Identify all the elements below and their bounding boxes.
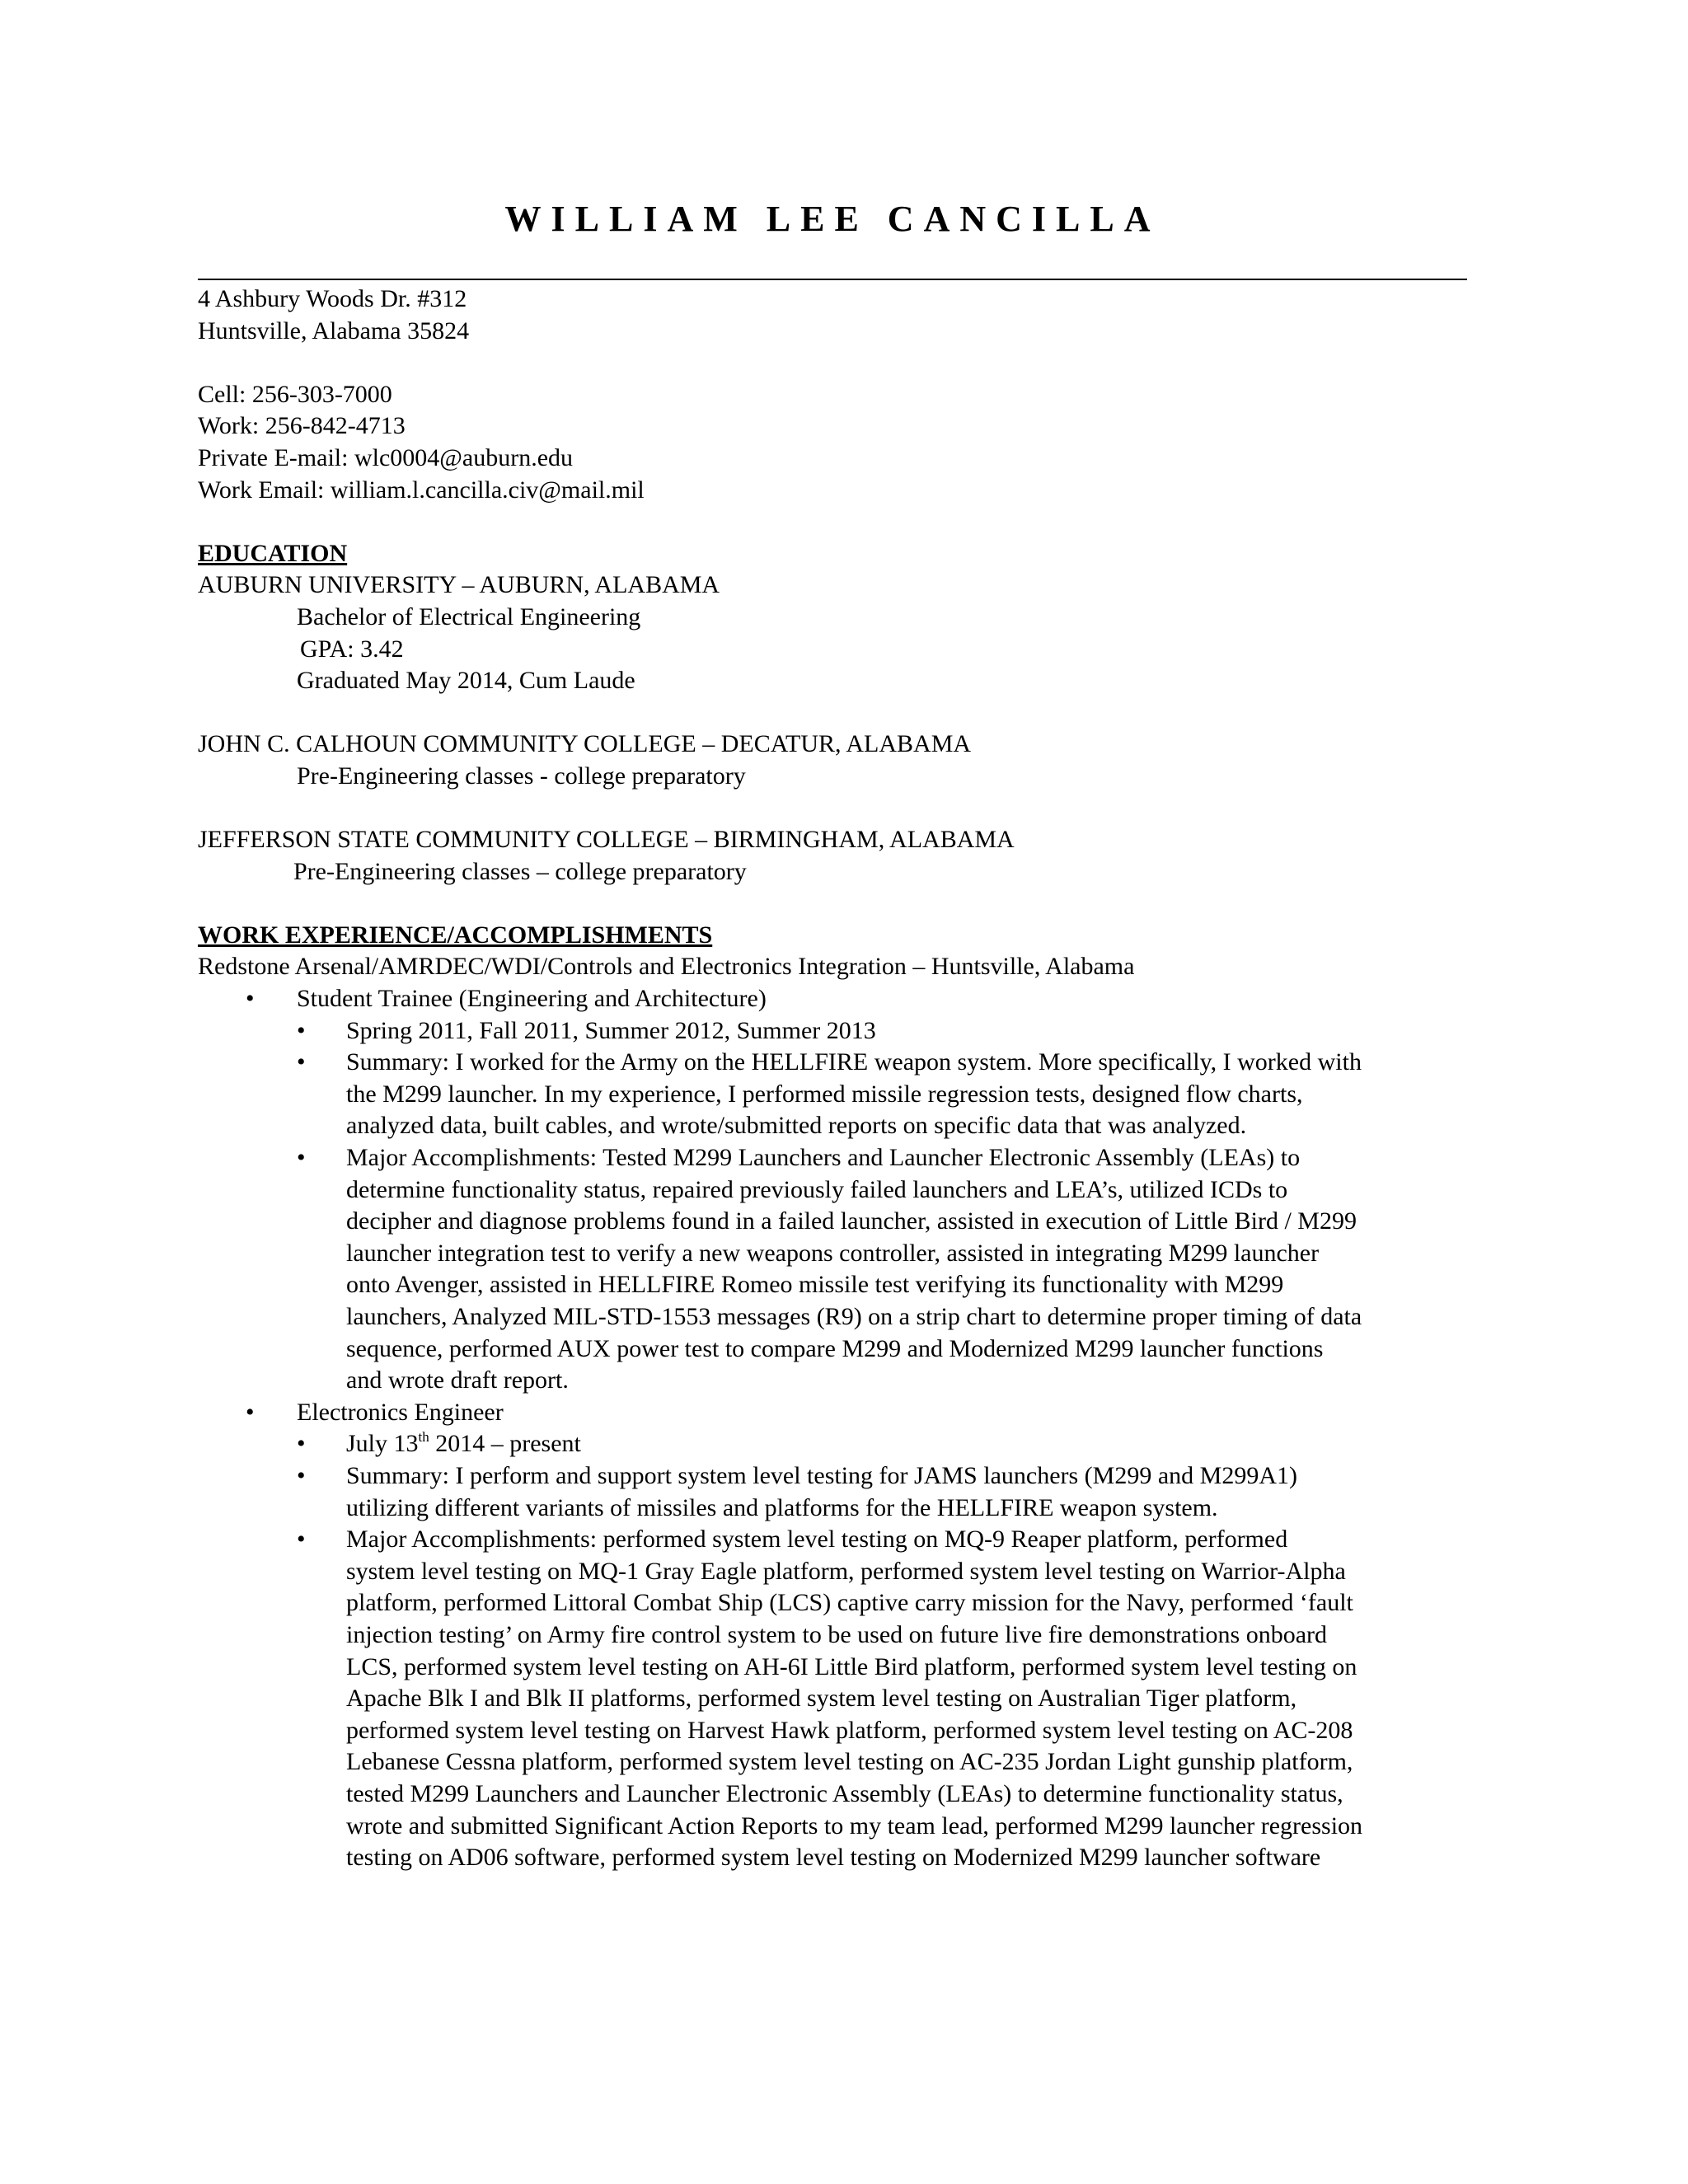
- summary-line: utilizing different variants of missiles and platforms for the HELLFIRE weapon system.: [346, 1493, 1218, 1521]
- resume-body: [198, 284, 1484, 1874]
- school-detail: Graduated May 2014, Cum Laude: [297, 667, 635, 695]
- accomplishment-line: testing on AD06 software, performed system level testing on Modernized M299 launcher software: [346, 1844, 1321, 1872]
- education-heading: EDUCATION: [198, 539, 348, 567]
- school-detail: Pre-Engineering classes – college preparatory: [293, 857, 747, 885]
- accomplishment-line: launchers, Analyzed MIL-STD-1553 messages (R9) on a strip chart to determine proper timing of data: [346, 1303, 1362, 1330]
- school-detail: Pre-Engineering classes - college preparatory: [297, 762, 746, 790]
- position-summary-item: [198, 1047, 1484, 1142]
- dates-end: 2014 – present: [429, 1430, 581, 1458]
- accomplishment-line: decipher and diagnose problems found in a failed launcher, assisted in execution of Little Bird / M299: [346, 1207, 1357, 1235]
- accomplishment-line: Major Accomplishments: Tested M299 Launchers and Launcher Electronic Assembly (LEAs) to: [346, 1144, 1301, 1172]
- employer-line: Redstone Arsenal/AMRDEC/WDI/Controls and Electronics Integration – Huntsville, Alabama: [198, 953, 1135, 981]
- position-title: Electronics Engineer: [297, 1398, 504, 1426]
- position-dates-item: [198, 1428, 1484, 1460]
- private-email: Private E-mail: wlc0004@auburn.edu: [198, 443, 574, 471]
- bullet: •: [297, 1461, 306, 1489]
- position-title: Student Trainee (Engineering and Architecture): [297, 985, 767, 1013]
- accomplishment-line: platform, performed Littoral Combat Ship (LCS) captive carry mission for the Navy, performed ‘fault: [346, 1589, 1353, 1617]
- dates-superscript: th: [418, 1429, 429, 1446]
- position-item: [198, 1397, 1484, 1429]
- position-dates: Spring 2011, Fall 2011, Summer 2012, Summer 2013: [346, 1016, 876, 1044]
- accomplishment-line: Lebanese Cessna platform, performed system level testing on AC-235 Jordan Light gunship platform,: [346, 1748, 1353, 1776]
- bullet: •: [297, 1016, 306, 1044]
- bullet: •: [246, 985, 255, 1013]
- accomplishment-line: wrote and submitted Significant Action Reports to my team lead, performed M299 launcher regression: [346, 1811, 1363, 1840]
- accomplishment-line: system level testing on MQ-1 Gray Eagle platform, performed system level testing on Warrior-Alpha: [346, 1557, 1346, 1585]
- position-accomplishments-item: [198, 1142, 1484, 1397]
- accomplishment-line: launcher integration test to verify a new weapons controller, assisted in integrating M299 launcher: [346, 1239, 1320, 1267]
- resume-name: WILLIAM LEE CANCILLA: [504, 199, 1160, 239]
- school-detail: Bachelor of Electrical Engineering: [297, 602, 641, 630]
- work-phone: Work: 256-842-4713: [198, 412, 406, 440]
- accomplishment-line: Major Accomplishments: performed system level testing on MQ-9 Reaper platform, performed: [346, 1526, 1288, 1554]
- school-name: JEFFERSON STATE COMMUNITY COLLEGE – BIRMINGHAM, ALABAMA: [198, 826, 1015, 854]
- accomplishment-line: Apache Blk I and Blk II platforms, performed system level testing on Australian Tiger platform,: [346, 1685, 1297, 1713]
- accomplishment-line: injection testing’ on Army fire control system to be used on future live fire demonstrations onboard: [346, 1620, 1328, 1648]
- position-item: [198, 983, 1484, 1015]
- work-email: Work Email: william.l.cancilla.civ@mail.mil: [198, 476, 645, 504]
- dates-start: July 13: [346, 1430, 419, 1458]
- accomplishment-line: determine functionality status, repaired previously failed launchers and LEA’s, utilized ICDs to: [346, 1175, 1288, 1203]
- position-accomplishments-item: [198, 1524, 1484, 1874]
- position-dates: [346, 1428, 1484, 1460]
- accomplishment-line: onto Avenger, assisted in HELLFIRE Romeo missile test verifying its functionality with M299: [346, 1271, 1284, 1299]
- school-name: JOHN C. CALHOUN COMMUNITY COLLEGE – DECATUR, ALABAMA: [198, 730, 972, 758]
- address-line-1: 4 Ashbury Woods Dr. #312: [198, 285, 467, 312]
- position-dates-item: [198, 1015, 1484, 1047]
- accomplishment-line: LCS, performed system level testing on AH-6I Little Bird platform, performed system level testing on: [346, 1652, 1357, 1680]
- cell-phone: Cell: 256-303-7000: [198, 380, 392, 408]
- bullet: •: [246, 1398, 255, 1426]
- summary-line: the M299 launcher. In my experience, I performed missile regression tests, designed flow charts,: [346, 1080, 1303, 1108]
- bullet: •: [297, 1430, 306, 1458]
- accomplishment-line: performed system level testing on Harvest Hawk platform, performed system level testing on AC-208: [346, 1716, 1353, 1744]
- address-line-2: Huntsville, Alabama 35824: [198, 316, 470, 344]
- bullet: •: [297, 1526, 306, 1554]
- summary-line: Summary: I worked for the Army on the HELLFIRE weapon system. More specifically, I worked with: [346, 1048, 1362, 1076]
- accomplishment-line: sequence, performed AUX power test to compare M299 and Modernized M299 launcher functions: [346, 1334, 1324, 1362]
- accomplishment-line: tested M299 Launchers and Launcher Electronic Assembly (LEAs) to determine functionality status,: [346, 1779, 1343, 1807]
- bullet: •: [297, 1144, 306, 1172]
- header-rule: [198, 279, 1467, 280]
- summary-line: Summary: I perform and support system level testing for JAMS launchers (M299 and M299A1): [346, 1461, 1297, 1489]
- position-summary-item: [198, 1460, 1484, 1524]
- work-heading: WORK EXPERIENCE/ACCOMPLISHMENTS: [198, 921, 713, 949]
- bullet: •: [297, 1048, 306, 1076]
- education-section: [198, 538, 1484, 888]
- accomplishment-line: and wrote draft report.: [346, 1366, 569, 1394]
- school-detail: GPA: 3.42: [300, 635, 404, 663]
- school-name: AUBURN UNIVERSITY – AUBURN, ALABAMA: [198, 571, 720, 599]
- summary-line: analyzed data, built cables, and wrote/submitted reports on specific data that was analyzed.: [346, 1112, 1247, 1140]
- contact-block: [198, 284, 1484, 506]
- work-section: [198, 920, 1484, 1874]
